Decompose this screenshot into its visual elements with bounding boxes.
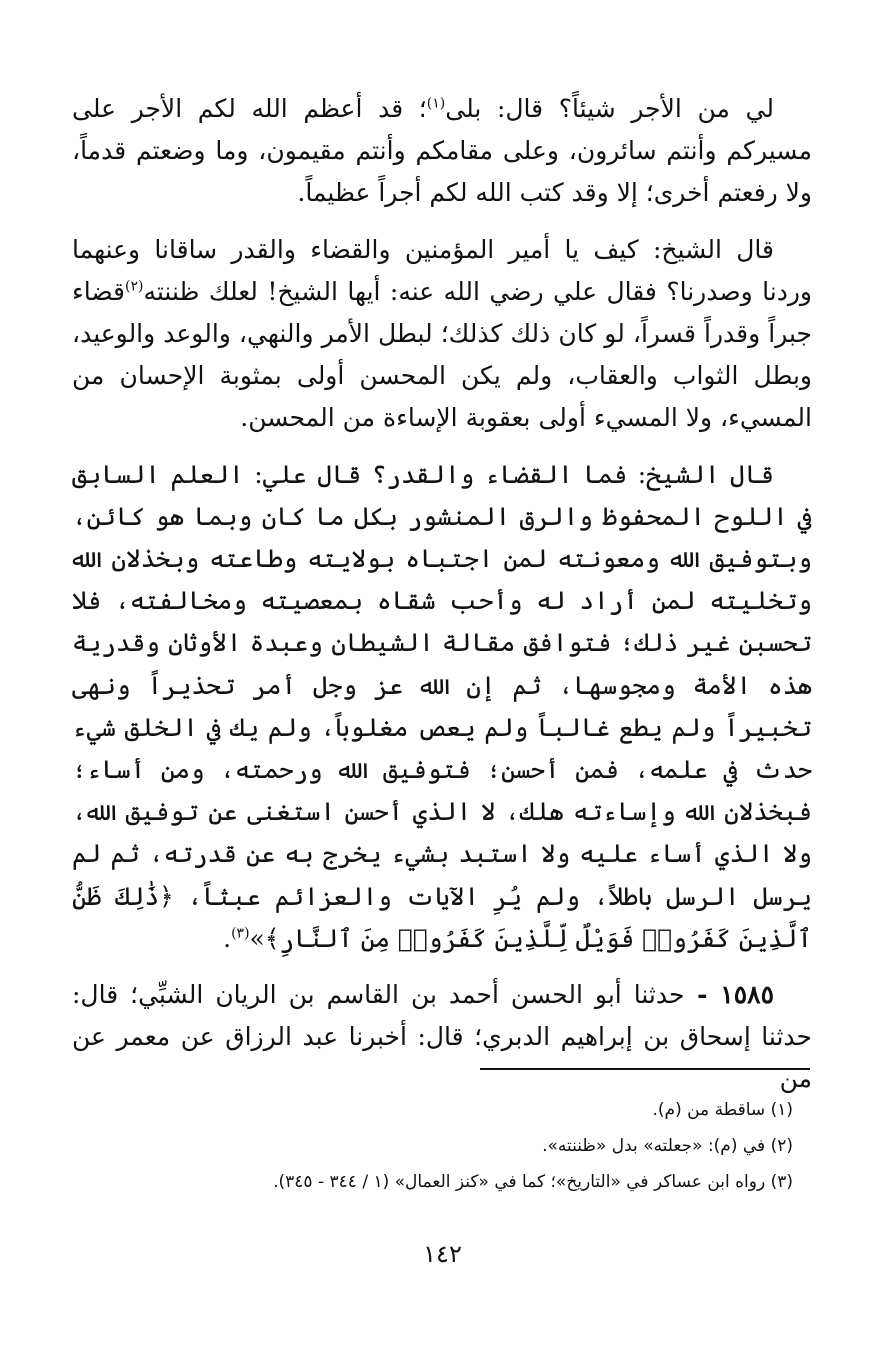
footnote-ref: (١): [426, 95, 446, 112]
paragraph-text: قال الشيخ: كيف يا أمير المؤمنين والقضاء والقدر ساقانا وعنهما وردنا وصدرنا؟ فقال علي رضي الله عنه: أيها الشيخ! لعلك ظننته: [72, 234, 812, 306]
page-number: ١٤٢: [423, 1240, 462, 1268]
paragraph-2: [72, 229, 812, 440]
footnote-ref: (٢): [125, 278, 144, 295]
footnotes: [93, 1092, 793, 1200]
paragraph-3: [72, 454, 812, 960]
paragraph-text: لي من الأجر شيئاً؟ قال: بلى: [445, 94, 774, 123]
footnote-1: (١) ساقطة من (م).: [652, 1100, 793, 1120]
paragraph-1: [72, 88, 812, 215]
footnote-3: (٣) رواه ابن عساكر في «التاريخ»؛ كما في «كنز العمال» (١ / ٣٤٤ - ٣٤٥).: [273, 1172, 793, 1192]
footnote-divider: [480, 1068, 810, 1070]
paragraph-text: حدثنا أبو الحسن أحمد بن القاسم بن الريان الشبِّي؛ قال: حدثنا إسحاق بن إبراهيم الدبري؛ قال: أخبرنا عبد الرزاق عن معمر عن من: [72, 980, 812, 1094]
paragraph-text: قال الشيخ: فما القضاء والقدر؟ قال علي: العلم السابق في اللوح المحفوظ والرق المنشور بكل ما كان وبما هو كائن، وبتوفيق الله ومعونته لمن اجتباه بولايته وطاعته وبخذلان الله وتخليته لمن أراد له وأحب شقاه بمعصيته ومخالفته، فلا تحسبن غير ذلك؛ فتوافق مقالة الشيطان وعبدة الأوثان وقدرية هذه الأمة ومجوسها، ثم إن الله عز وجل أمر تحذيراً ونهى تخبيراً ولم يطع غالباً ولم يعص مغلوباً، ولم يك في الخلق شيء حدث في علمه، فمن أحسن؛ فتوفيق الله ورحمته، ومن أساء؛ فبخذلان الله وإساءته هلك، لا الذي أحسن استغنى عن توفيق الله، ولا الذي أساء عليه ولا استبد بشيء يخرج به عن قدرته، ثم لم يرسل الرسل باطلاً، ولم يُرِ الآيات والعزائم عبثاً،: [72, 459, 813, 911]
paragraph-text: قضاء جبراً وقدراً قسراً، لو كان ذلك كذلك؛ لبطل الأمر والنهي، والوعد والوعيد، وبطل الثواب والعقاب، ولم يكن المحسن أولى بمثوبة الإحسان من المسيء، ولا المسيء أولى بعقوبة الإساءة من المحسن.: [72, 276, 812, 433]
footnote-2: (٢) في (م): «جعلته» بدل «ظننته».: [542, 1136, 793, 1156]
paragraph-text: ؛ قد أعظم الله لكم الأجر على مسيركم وأنتم سائرون، وعلى مقامكم وأنتم مقيمون، وما وضعتم قدماً، ولا رفعتم أخرى؛ إلا وقد كتب الله لكم أجراً عظيماً.: [72, 94, 812, 208]
footnote-ref: (٣): [231, 925, 250, 942]
hadith-number: ١٥٨٥ -: [684, 980, 774, 1010]
paragraph-text: .: [223, 923, 232, 953]
quran-quote: ﴿ذَٰلِكَ ظَنُّ ٱلَّذِينَ كَفَرُوا۟ فَوَيْلٌ لِّلَّذِينَ كَفَرُوا۟ مِنَ ٱلنَّارِ﴾: [72, 881, 812, 953]
paragraph-text: »: [249, 923, 265, 953]
book-page-body: [72, 88, 812, 1107]
paragraph-hadith-1585: [72, 974, 812, 1101]
